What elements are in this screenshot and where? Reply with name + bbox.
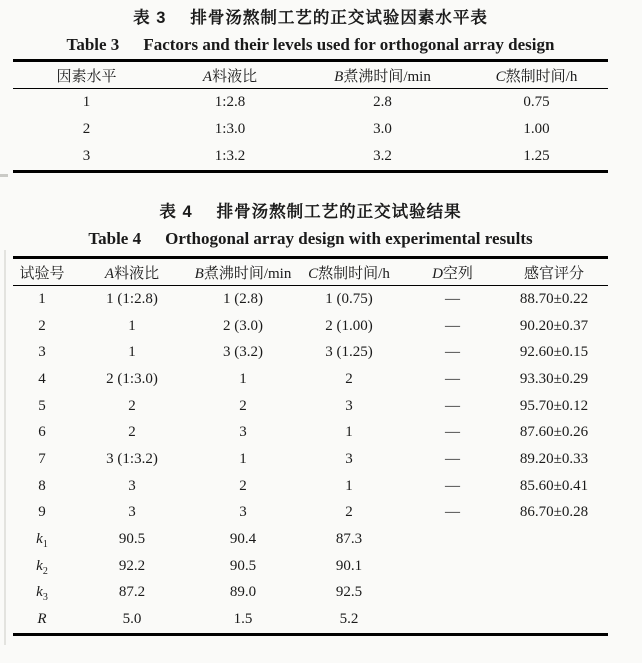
table-cell: 90.20±0.37	[519, 317, 589, 334]
column-header: A料液比	[160, 61, 300, 89]
table-cell: 3 (1.25)	[325, 344, 373, 361]
table3-caption-zh: 排骨汤熬制工艺的正交试验因素水平表	[190, 9, 488, 27]
table-cell: 2	[128, 397, 136, 414]
table-cell	[500, 580, 608, 607]
column-header: 因素水平	[13, 61, 160, 89]
table-cell: 2 (3.0)	[223, 317, 263, 334]
table-cell: 87.2	[118, 584, 146, 601]
table-cell: 1	[239, 370, 247, 387]
table-cell: 2	[239, 477, 247, 494]
table-cell: —	[445, 290, 460, 307]
table-cell: 86.70±0.28	[519, 504, 589, 521]
table-cell: 1	[128, 344, 136, 361]
table3-title-zh	[13, 8, 608, 29]
table-cell	[500, 526, 608, 553]
table-cell: $k_3$	[36, 584, 48, 604]
table-cell: —	[445, 504, 460, 521]
table-cell	[405, 606, 500, 634]
table-cell: 92.5	[335, 584, 363, 601]
table4-caption-en: Orthogonal array design with experimental results	[165, 229, 533, 248]
table-cell: 0.75	[523, 94, 550, 110]
column-header: C熬制时间/h	[293, 258, 405, 286]
table3-title-en	[13, 34, 608, 55]
table-cell: 2	[38, 317, 46, 334]
table-cell: —	[445, 424, 460, 441]
table-cell: 85.60±0.41	[519, 477, 589, 494]
table4-label-zh: 表 4	[159, 203, 193, 221]
table-row	[13, 446, 608, 473]
scan-artifact	[0, 174, 8, 177]
table-cell: 90.5	[229, 557, 257, 574]
table-cell: 2	[82, 121, 91, 137]
table-cell: 2	[239, 397, 247, 414]
orthogonal-results-table	[13, 256, 608, 636]
table-cell: 9	[38, 504, 46, 521]
table-cell: 1:3.2	[214, 148, 246, 164]
table-cell: 1 (1:2.8)	[106, 290, 158, 307]
table-cell: 3	[128, 504, 136, 521]
table-cell: 1	[128, 317, 136, 334]
header-row	[13, 61, 608, 89]
table-cell: 5.2	[339, 611, 359, 628]
table-cell: 2	[345, 370, 353, 387]
column-header: D空列	[405, 258, 500, 286]
table-cell	[500, 553, 608, 580]
table-cell: —	[445, 397, 460, 414]
table-cell: R	[37, 611, 47, 628]
table-row	[13, 286, 608, 313]
column-header: A料液比	[71, 258, 193, 286]
table-cell: 3.0	[373, 121, 392, 137]
table-row	[13, 473, 608, 500]
table-cell: 2 (1.00)	[325, 317, 373, 334]
table-cell: 3	[345, 450, 353, 467]
table-row	[13, 393, 608, 420]
table-cell: 87.3	[335, 531, 363, 548]
table-cell: 95.70±0.12	[519, 397, 589, 414]
table-cell: 90.1	[335, 557, 363, 574]
table4-title-zh	[13, 202, 608, 223]
table-cell: 90.4	[229, 531, 257, 548]
table4-label-en: Table 4	[88, 229, 142, 248]
table-row	[13, 500, 608, 527]
column-header: 试验号	[13, 258, 71, 286]
table-cell: —	[445, 317, 460, 334]
table-cell: 92.60±0.15	[519, 344, 589, 361]
column-header: C熬制时间/h	[465, 61, 608, 89]
table-cell: 1	[38, 290, 46, 307]
table-cell: 3	[38, 344, 46, 361]
table-cell: 1	[239, 450, 247, 467]
table-cell: 6	[38, 424, 46, 441]
column-header: B煮沸时间/min	[300, 61, 465, 89]
table-cell: 7	[38, 450, 46, 467]
table-cell: —	[445, 344, 460, 361]
table3-caption-en: Factors and their levels used for orthogonal array design	[143, 35, 555, 54]
table-cell: —	[445, 450, 460, 467]
table-cell: 2	[128, 424, 136, 441]
table-cell: 3	[239, 424, 247, 441]
table-cell: 8	[38, 477, 46, 494]
table-cell: 3 (3.2)	[223, 344, 263, 361]
table-cell: 3	[345, 397, 353, 414]
table-cell: 2.8	[373, 94, 392, 110]
table-cell: $k_1$	[36, 531, 48, 551]
table-cell: 3	[128, 477, 136, 494]
table-cell: 1	[345, 477, 353, 494]
table-cell	[500, 606, 608, 634]
table-cell: 1.25	[523, 148, 550, 164]
table-cell: 92.2	[118, 557, 146, 574]
table-cell	[405, 526, 500, 553]
table-cell	[405, 580, 500, 607]
header-row	[13, 258, 608, 286]
table-cell: 1:2.8	[214, 94, 246, 110]
table-cell: 3	[82, 148, 91, 164]
table-cell: 93.30±0.29	[519, 370, 589, 387]
table-cell: 5.0	[122, 611, 142, 628]
table-cell: 2 (1:3.0)	[106, 370, 158, 387]
table-cell: —	[445, 477, 460, 494]
table-cell: 89.20±0.33	[519, 450, 589, 467]
table-row	[13, 526, 608, 553]
table-row	[13, 553, 608, 580]
table-cell: $k_2$	[36, 557, 48, 577]
table-cell: 1.00	[523, 121, 550, 137]
table-row	[13, 606, 608, 634]
table-cell: 3.2	[373, 148, 392, 164]
table-cell: 4	[38, 370, 46, 387]
table-row	[13, 143, 608, 172]
table-row	[13, 313, 608, 340]
table-row	[13, 339, 608, 366]
table-cell: 88.70±0.22	[519, 290, 589, 307]
table-cell: 1 (0.75)	[325, 290, 373, 307]
table-row	[13, 116, 608, 143]
table-cell: 89.0	[229, 584, 257, 601]
table3-label-en: Table 3	[66, 35, 120, 54]
table-cell: 3 (1:3.2)	[106, 450, 158, 467]
column-header: 感官评分	[500, 258, 608, 286]
table4-caption-zh: 排骨汤熬制工艺的正交试验结果	[216, 203, 462, 221]
table3-label-zh: 表 3	[133, 9, 167, 27]
table-cell: —	[445, 370, 460, 387]
table4-title-en	[13, 228, 608, 249]
table-cell: 90.5	[118, 531, 146, 548]
factors-levels-table	[13, 59, 608, 173]
table-row	[13, 89, 608, 117]
table-cell: 5	[38, 397, 46, 414]
table-row	[13, 366, 608, 393]
table-cell: 1.5	[233, 611, 253, 628]
table-cell: 1	[345, 424, 353, 441]
column-header: B煮沸时间/min	[193, 258, 293, 286]
table-cell: 1:3.0	[214, 121, 246, 137]
table-row	[13, 580, 608, 607]
table-cell: 1 (2.8)	[223, 290, 263, 307]
table-cell	[405, 553, 500, 580]
table-cell: 3	[239, 504, 247, 521]
scan-artifact	[4, 250, 6, 645]
table-cell: 2	[345, 504, 353, 521]
table-cell: 1	[82, 94, 91, 110]
table-row	[13, 419, 608, 446]
table-cell: 87.60±0.26	[519, 424, 589, 441]
